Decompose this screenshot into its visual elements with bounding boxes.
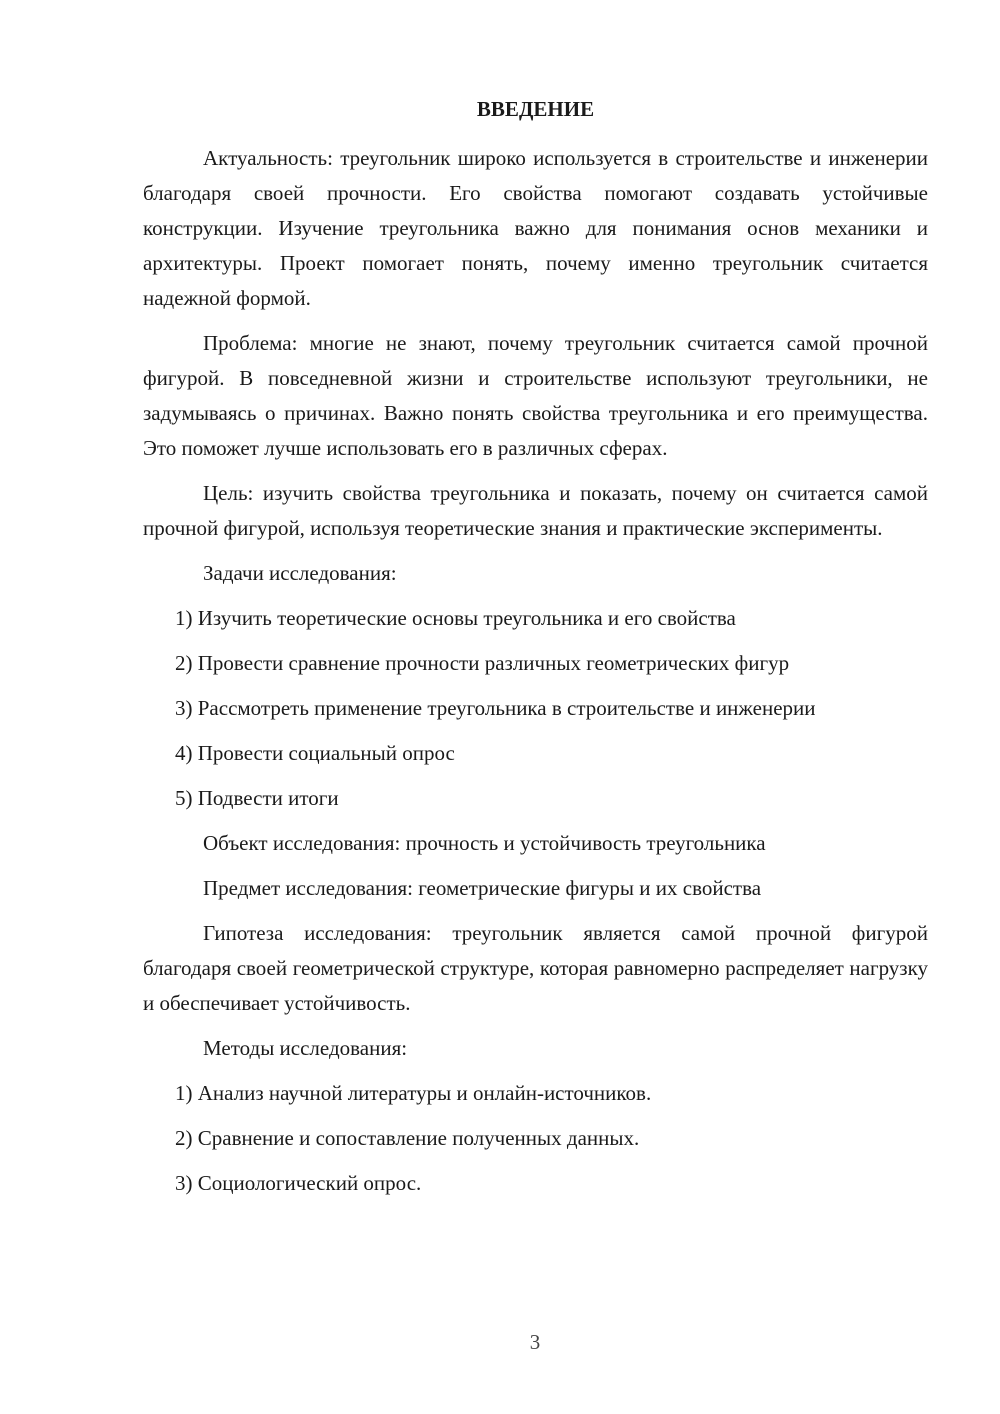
goal-paragraph: Цель: изучить свойства треугольника и показать, почему он считается самой прочной фигурой, используя теоретические знания и практические эксперименты.: [143, 481, 928, 540]
method-item: 2) Сравнение и сопоставление полученных данных.: [175, 1126, 640, 1150]
page-number: 3: [529, 1330, 541, 1354]
methods-title: Методы исследования:: [203, 1036, 408, 1060]
page-heading: ВВЕДЕНИЕ: [476, 97, 595, 121]
task-item: 2) Провести сравнение прочности различных геометрических фигур: [175, 651, 790, 675]
problem-paragraph: Проблема: многие не знают, почему треугольник считается самой прочной фигурой. В повседневной жизни и строительстве используют треугольники, не задумываясь о причинах. Важно понять свойства треугольника и его преимущества. Это поможет лучше использовать его в различных сферах.: [143, 331, 928, 460]
task-item: 4) Провести социальный опрос: [175, 741, 455, 765]
task-item: 5) Подвести итоги: [175, 786, 339, 810]
task-item: 3) Рассмотреть применение треугольника в строительстве и инженерии: [175, 696, 816, 720]
methods-list: [143, 1076, 928, 1201]
method-item: 3) Социологический опрос.: [175, 1171, 422, 1195]
object-paragraph: Объект исследования: прочность и устойчивость треугольника: [203, 831, 766, 855]
subject-paragraph: Предмет исследования: геометрические фигуры и их свойства: [203, 876, 762, 900]
hypothesis-paragraph: Гипотеза исследования: треугольник является самой прочной фигурой благодаря своей геометрической структуре, которая равномерно распределяет нагрузку и обеспечивает устойчивость.: [143, 921, 928, 1015]
task-item: 1) Изучить теоретические основы треугольника и его свойства: [175, 606, 736, 630]
method-item: 1) Анализ научной литературы и онлайн-источников.: [175, 1081, 652, 1105]
tasks-title: Задачи исследования:: [203, 561, 397, 585]
relevance-paragraph: Актуальность: треугольник широко используется в строительстве и инженерии благодаря своей прочности. Его свойства помогают создавать устойчивые конструкции. Изучение треугольника важно для понимания основ механики и архитектуры. Проект помогает понять, почему именно треугольник считается надежной формой.: [143, 146, 928, 310]
tasks-list: [143, 601, 928, 816]
document-page: [143, 92, 928, 1211]
